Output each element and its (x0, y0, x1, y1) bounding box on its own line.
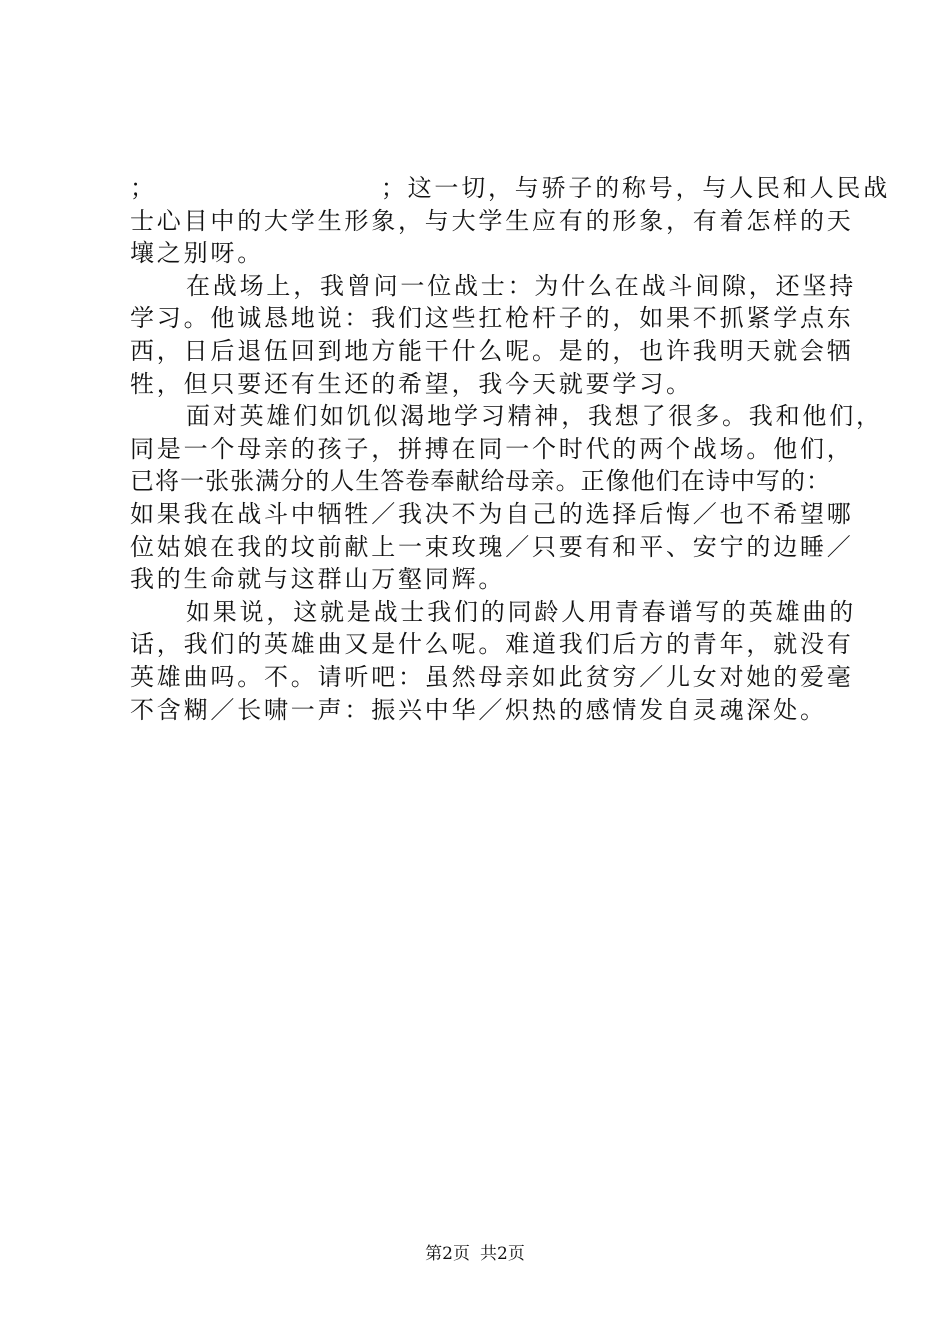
paragraph (130, 172, 891, 270)
page-number: 第2页 (425, 1244, 470, 1264)
paragraph (130, 270, 856, 400)
page-footer (0, 1242, 950, 1266)
paragraph (130, 400, 883, 596)
document-body (130, 172, 891, 726)
text-line: 如果说，这就是战士我们的同龄人用青春谱写的英雄曲的 (186, 597, 856, 626)
text-line: 士心目中的大学生形象，与大学生应有的形象，有着怎样的天 (130, 206, 854, 235)
text-line: 牲，但只要还有生还的希望，我今天就要学习。 (130, 369, 693, 398)
text-line: 在战场上，我曾问一位战士：为什么在战斗间隙，还坚持 (186, 271, 856, 300)
text-line: 面对英雄们如饥似渴地学习精神，我想了很多。我和他们， (186, 402, 883, 431)
text-line (130, 172, 891, 205)
paragraph (130, 596, 856, 726)
text-line: 学习。他诚恳地说：我们这些扛枪杆子的，如果不抓紧学点东 (130, 304, 854, 333)
text-line: 西，日后退伍回到地方能干什么呢。是的，也许我明天就会牺 (130, 336, 854, 365)
text-line: 位姑娘在我的坟前献上一束玫瑰／只要有和平、安宁的边睡／ (130, 532, 854, 561)
text-line: 不含糊／长啸一声：振兴中华／炽热的感情发自灵魂深处。 (130, 695, 827, 724)
text-line: 同是一个母亲的孩子，拼搏在同一个时代的两个战场。他们， (130, 434, 854, 463)
leading-semicolon: ； (130, 174, 157, 202)
text-line: 英雄曲吗。不。请听吧：虽然母亲如此贫穷／儿女对她的爱毫 (130, 662, 854, 691)
page-total: 共2页 (480, 1244, 525, 1264)
text-line: 已将一张张满分的人生答卷奉献给母亲。正像他们在诗中写的： (130, 467, 830, 496)
text-line: 壤之别呀。 (130, 239, 264, 268)
text-line: 我的生命就与这群山万壑同辉。 (130, 565, 506, 594)
text-line: 话，我们的英雄曲又是什么呢。难道我们后方的青年，就没有 (130, 630, 854, 659)
line-text: ；这一切，与骄子的称号，与人民和人民战 (380, 174, 891, 202)
text-line: 如果我在战斗中牺牲／我决不为自己的选择后悔／也不希望哪 (130, 499, 854, 528)
